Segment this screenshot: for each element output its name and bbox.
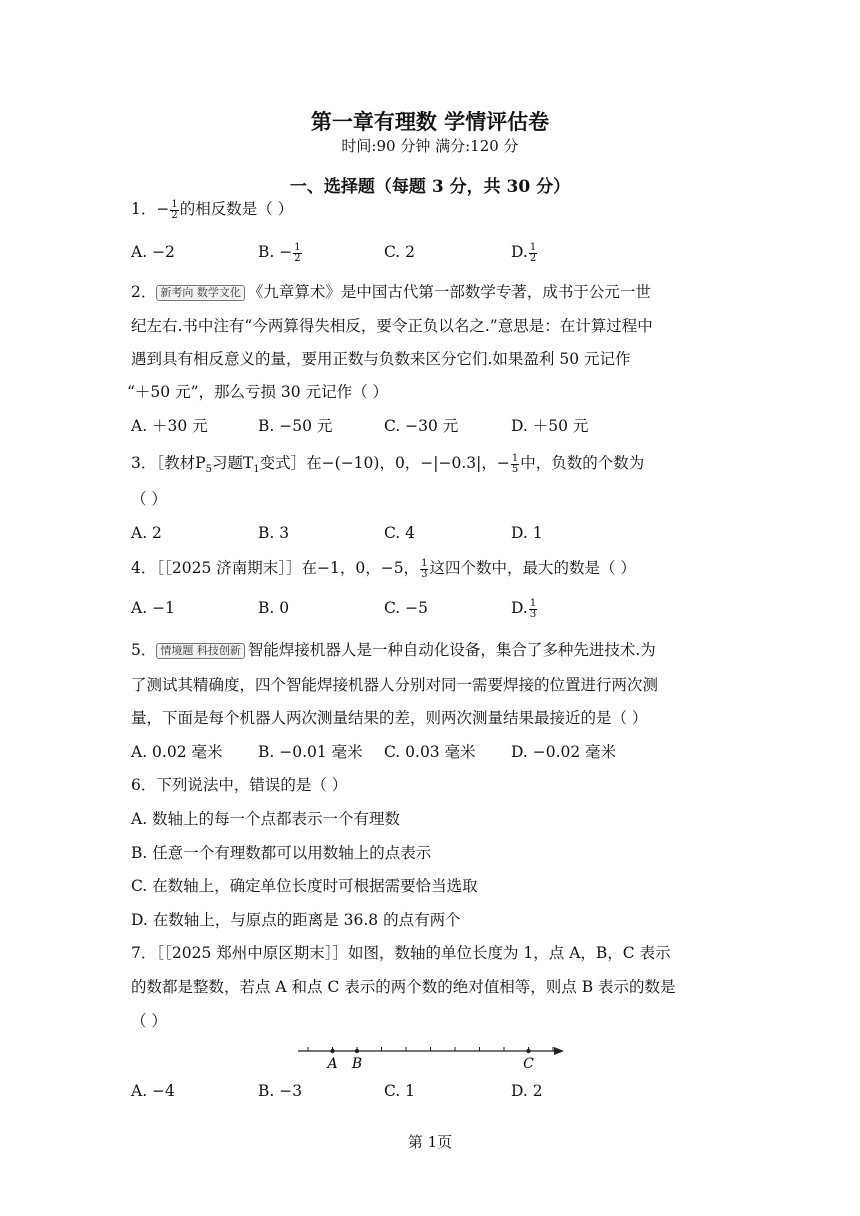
option-text: − <box>279 243 293 261</box>
option-text: 0 <box>279 599 290 617</box>
point-c-label: C <box>523 1056 534 1072</box>
subscript: 1 <box>253 464 260 476</box>
minus-sign: − <box>156 200 170 218</box>
question-6-stem: 6．下列说法中，错误的是（ ） <box>131 776 348 794</box>
question-text: 的相反数是（ ） <box>179 200 294 218</box>
question-text: 这四个数中，最大的数是（ ） <box>429 559 636 577</box>
tick-group <box>308 1047 553 1053</box>
q7-option-d[interactable]: D. 2 <box>511 1082 543 1100</box>
q6-option-c[interactable]: C. 在数轴上，确定单位长度时可根据需要恰当选取 <box>131 877 478 895</box>
q2-option-b[interactable]: B. −50 元 <box>258 417 333 435</box>
option-label: B. <box>258 243 275 261</box>
option-label: C. <box>384 243 401 261</box>
q1-option-a[interactable] <box>131 241 175 263</box>
fraction <box>511 454 519 475</box>
question-1-stem <box>131 198 293 221</box>
fraction <box>293 243 301 264</box>
question-3-line-2: （ ） <box>131 490 167 508</box>
question-7-line-1 <box>131 942 671 964</box>
q3-option-c[interactable]: C. 4 <box>384 524 416 542</box>
question-5-line-2: 了测试其精确度，四个智能焊接机器人分别对同一需要焊接的位置进行两次测 <box>131 676 659 694</box>
question-number: 5． <box>131 641 157 659</box>
question-number: 3． <box>131 454 157 472</box>
question-number: 2． <box>131 283 157 301</box>
point-c-dot <box>526 1049 530 1053</box>
tag-badge: 新考向 数学文化 <box>156 285 245 301</box>
option-text: −2 <box>152 243 175 261</box>
denominator: 2 <box>294 252 301 264</box>
question-5-line-3: 量，下面是每个机器人两次测量结果的差，则两次测量结果最接近的是（ ） <box>131 709 648 727</box>
q2-option-a[interactable]: A. ＋30 元 <box>131 417 208 435</box>
question-2-line-1 <box>131 281 651 303</box>
q4-option-b[interactable] <box>258 597 289 619</box>
question-7-line-2: 的数都是整数，若点 A 和点 C 表示的两个数的绝对值相等，则点 B 表示的数是 <box>131 978 676 996</box>
q4-option-d[interactable] <box>511 597 538 620</box>
numerator: 1 <box>529 241 537 253</box>
q1-option-d[interactable] <box>511 241 538 264</box>
q5-option-c[interactable]: C. 0.03 毫米 <box>384 743 476 761</box>
denominator: 5 <box>511 463 519 475</box>
q1-option-b[interactable] <box>258 241 303 264</box>
question-text: ［［2025 郑州中原区期末］］如图，数轴的单位长度为 1，点 A，B，C 表示 <box>156 944 671 962</box>
tag-badge: 情境题 科技创新 <box>156 643 245 659</box>
q6-option-a[interactable]: A. 数轴上的每一个点都表示一个有理数 <box>131 810 401 828</box>
denominator: 3 <box>529 608 537 620</box>
option-label: C. <box>384 599 401 617</box>
numerator: 1 <box>171 198 178 210</box>
question-text: 习题T <box>211 454 254 472</box>
question-2-line-4: “＋50 元”，那么亏损 30 元记作（ ） <box>127 383 389 401</box>
question-text: 中，负数的个数为 <box>520 454 645 472</box>
numerator: 1 <box>511 452 519 464</box>
q5-option-b[interactable]: B. −0.01 毫米 <box>258 743 363 761</box>
q6-option-d[interactable]: D. 在数轴上，与原点的距离是 36.8 的点有两个 <box>131 911 461 929</box>
option-label: A. <box>131 599 148 617</box>
fraction <box>529 599 537 620</box>
point-b-label: B <box>351 1056 363 1072</box>
question-number: 4． <box>131 559 157 577</box>
fraction <box>529 243 537 264</box>
subscript: 5 <box>205 464 212 476</box>
numerator: 1 <box>529 597 537 609</box>
denominator: 3 <box>421 568 428 580</box>
q3-option-d[interactable]: D. 1 <box>511 524 543 542</box>
page-subtitle: 时间:90 分钟 满分:120 分 <box>341 137 519 155</box>
numerator: 1 <box>294 241 301 253</box>
option-label: B. <box>258 599 275 617</box>
q7-option-a[interactable]: A. −4 <box>131 1082 175 1100</box>
option-text: −5 <box>405 599 429 617</box>
q7-option-b[interactable]: B. −3 <box>258 1082 303 1100</box>
question-text: 变式］在−(−10)，0，−|−0.3|，− <box>259 454 510 472</box>
q4-option-a[interactable] <box>131 597 175 619</box>
option-label: A. <box>131 243 148 261</box>
question-number: 7． <box>131 944 157 962</box>
option-label: D. <box>511 243 528 261</box>
q2-option-d[interactable]: D. ＋50 元 <box>511 417 589 435</box>
fraction <box>170 200 178 221</box>
q2-option-c[interactable]: C. −30 元 <box>384 417 459 435</box>
question-2-line-3: 遇到具有相反意义的量，要用正数与负数来区分它们.如果盈利 50 元记作 <box>131 350 631 368</box>
option-label: D. <box>511 599 528 617</box>
numerator: 1 <box>421 557 428 569</box>
section-heading: 一、选择题（每题 3 分，共 30 分） <box>289 177 571 197</box>
page-footer: 第 1页 <box>407 1133 453 1151</box>
denominator: 2 <box>171 209 178 221</box>
question-text: ［教材P <box>156 454 206 472</box>
arrow-head-icon <box>554 1047 564 1055</box>
q1-option-c[interactable] <box>384 241 415 263</box>
question-4-stem <box>131 557 636 580</box>
option-text: −1 <box>152 599 175 617</box>
q6-option-b[interactable]: B. 任意一个有理数都可以用数轴上的点表示 <box>131 844 432 862</box>
number-line-figure <box>290 1040 580 1074</box>
question-number: 1． <box>131 200 157 218</box>
page-title: 第一章有理数 学情评估卷 <box>310 109 550 134</box>
fraction <box>420 559 428 580</box>
question-text: ［［2025 济南期末］］在−1，0，−5， <box>156 559 420 577</box>
q4-option-c[interactable] <box>384 597 428 619</box>
q7-option-c[interactable]: C. 1 <box>384 1082 416 1100</box>
q3-option-b[interactable]: B. 3 <box>258 524 290 542</box>
question-7-line-3: （ ） <box>131 1012 167 1030</box>
option-text: 2 <box>405 243 416 261</box>
q5-option-d[interactable]: D. −0.02 毫米 <box>511 743 617 761</box>
question-3-line-1 <box>131 452 644 481</box>
q3-option-a[interactable]: A. 2 <box>131 524 162 542</box>
question-text: 智能焊接机器人是一种自动化设备，集合了多种先进技术.为 <box>247 641 656 659</box>
point-a-label: A <box>327 1056 338 1072</box>
q5-option-a[interactable]: A. 0.02 毫米 <box>131 743 223 761</box>
denominator: 2 <box>529 252 537 264</box>
point-b-dot <box>355 1049 359 1053</box>
question-5-line-1 <box>131 639 656 661</box>
question-text: 《九章算术》是中国古代第一部数学专著，成书于公元一世 <box>247 283 651 301</box>
question-2-line-2: 纪左右.书中注有“今两算得失相反，要令正负以名之.”意思是：在计算过程中 <box>131 317 653 335</box>
point-a-dot <box>330 1049 334 1053</box>
